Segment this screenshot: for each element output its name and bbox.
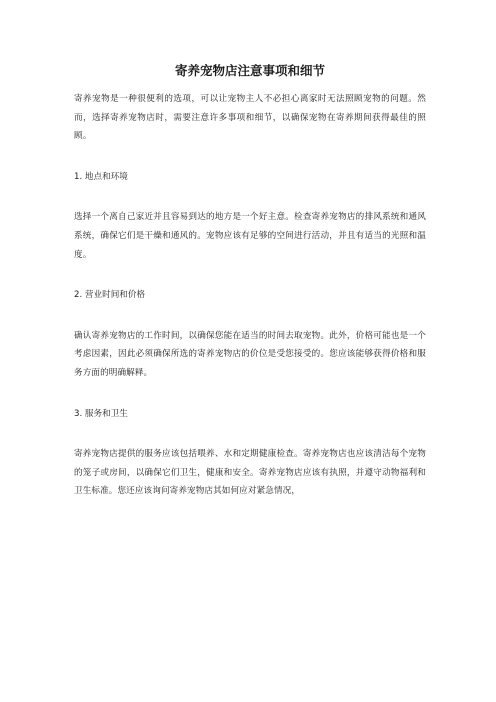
section-heading-location: 1. 地点和环境 — [74, 171, 128, 182]
spacer — [74, 305, 426, 327]
spacer — [74, 423, 426, 445]
spacer — [74, 383, 426, 405]
section-body-location: 选择一个离自己家近并且容易到达的地方是一个好主意。检查寄养宠物店的排风系统和通风系统，确保它们是干燥和通风的。宠物应该有足够的空间进行活动，并且有适当的光照和温度。 — [74, 212, 426, 260]
spacer — [74, 146, 426, 168]
section-heading-hours-price: 2. 营业时间和价格 — [74, 290, 146, 301]
section-body-service-hygiene: 寄养宠物店提供的服务应该包括喂养、水和定期健康检查。寄养宠物店也应该清洁每个宠物的笼子或房间，以确保它们卫生，健康和安全。寄养宠物店应该有执照，并遵守动物福利和卫生标准。您还应该询问寄养宠物店其如何应对紧急情况， — [74, 449, 426, 497]
spacer — [74, 264, 426, 286]
intro-paragraph: 寄养宠物是一种很便利的选项，可以让宠物主人不必担心离家时无法照顾宠物的问题。然而，选择寄养宠物店时，需要注意许多事项和细节，以确保宠物在寄养期间获得最佳的照顾。 — [74, 94, 426, 142]
section-body-hours-price: 确认寄养宠物店的工作时间，以确保您能在适当的时间去取宠物。此外，价格可能也是一个考虑因素，因此必须确保所选的寄养宠物店的价位是受您接受的。您应该能够获得价格和服务方面的明确解释。 — [74, 330, 426, 378]
document-page — [74, 62, 426, 501]
spacer — [74, 186, 426, 208]
document-title: 寄养宠物店注意事项和细节 — [174, 63, 325, 78]
section-heading-service-hygiene: 3. 服务和卫生 — [74, 408, 128, 419]
